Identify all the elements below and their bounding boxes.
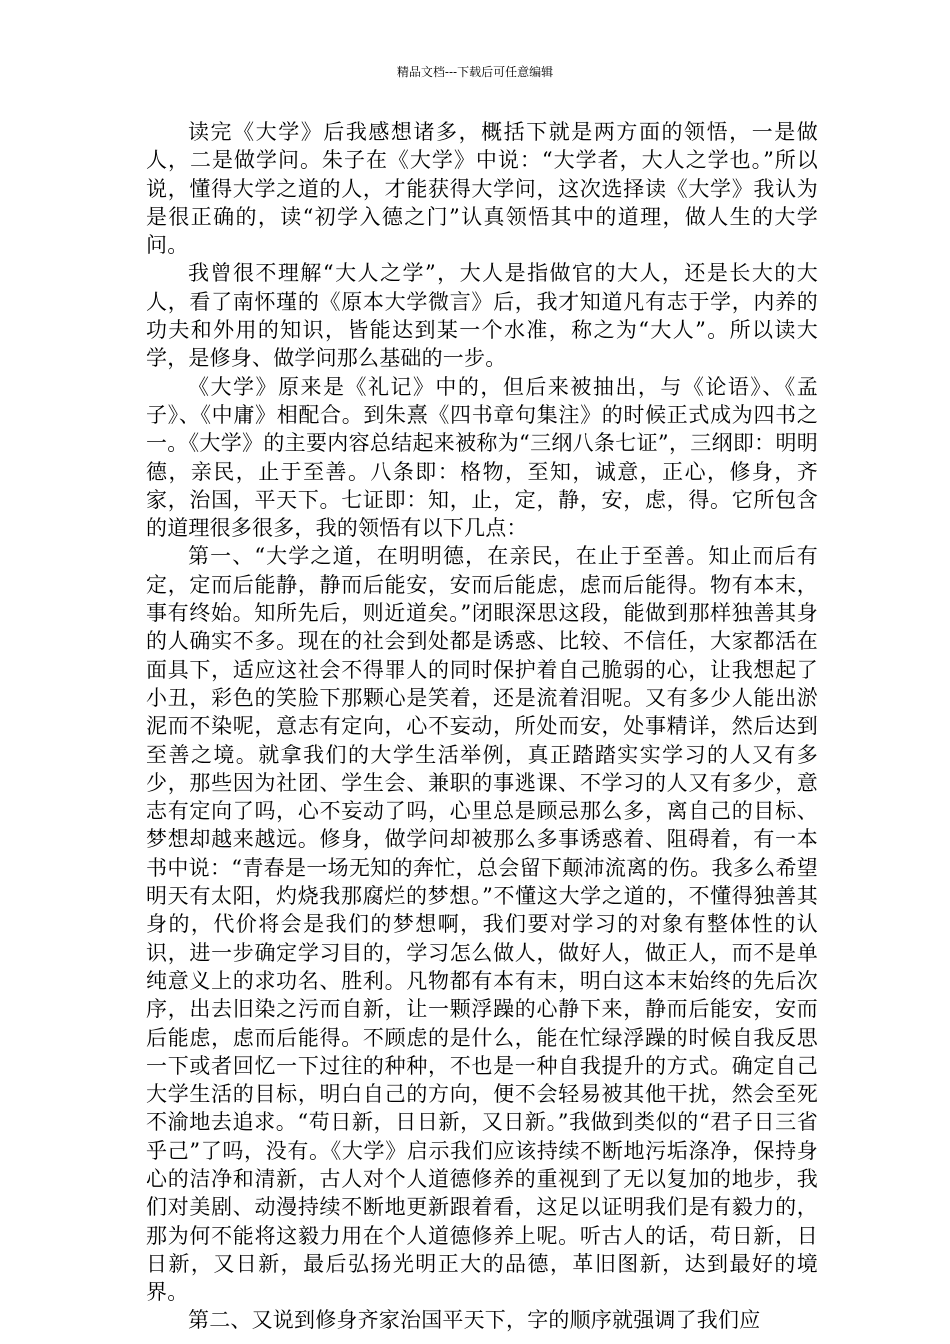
paragraph-4: 第一、“大学之道，在明明德，在亲民，在止于至善。知止而后有定，定而后能静，静而后能安，安而后能虑，虑而后能得。物有本末，事有终始。知所先后，则近道矣。”闭眼深思这段，能做到那样独善其身的人确实不多。现在的社会到处都是诱惑、比较、不信任，大家都活在面具下，适应这社会不得罪人的同时保护着自己脆弱的心，让我想起了小丑，彩色的笑脸下那颗心是笑着，还是流着泪呢。又有多少人能出淤泥而不染呢，意志有定向，心不妄动，所处而安，处事精详，然后达到至善之境。就拿我们的大学生活举例，真正踏踏实实学习的人又有多少，那些因为社团、学生会、兼职的事逃课、不学习的人又有多少，意志有定向了吗，心不妄动了吗，心里总是顾忌那么多，离自己的目标、梦想却越来越远。修身，做学问却被那么多事诱惑着、阻碍着，有一本书中说：“青春是一场无知的奔忙，总会留下颠沛流离的伤。我多么希望明天有太阳，灼烧我那腐烂的梦想。”不懂这大学之道的，不懂得独善其身的，代价将会是我们的梦想啊，我们要对学习的对象有整体性的认识，进一步确定学习目的，学习怎么做人，做好人，做正人，而不是单纯意义上的求功名、胜利。凡物都有本有末，明白这本末始终的先后次序，出去旧染之污而自新，让一颗浮躁的心静下来，静而后能安，安而后能虑，虑而后能得。不顾虑的是什么，能在忙绿浮躁的时候自我反思一下或者回忆一下过往的种种，不也是一种自我提升的方式。确定自己大学生活的目标，明白自己的方向，便不会轻易被其他干扰，然会至死不渝地去追求。“苟日新，日日新，又日新。”我做到类似的“君子日三省乎己”了吗，没有。《大学》启示我们应该持续不断地污垢涤净，保持身心的洁净和清新，古人对个人道德修养的重视到了无以复加的地步，我们对美剧、动漫持续不断地更新跟着看，这足以证明我们是有毅力的，那为何不能将这毅力用在个人道德修养上呢。听古人的话，苟日新，日日新，又日新，最后弘扬光明正大的品德，革旧图新，达到最好的境界。	[146, 544, 818, 1305]
paragraph-5: 第二、又说到修身齐家治国平天下，字的顺序就强调了我们应	[188, 1308, 761, 1333]
paragraph-2: 我曾很不理解“大人之学”，大人是指做官的大人，还是长大的大人，看了南怀瑾的《原本大学微言》后，我才知道凡有志于学，内养的功夫和外用的知识，皆能达到某一个水准，称之为“大人”。所以读大学，是修身、做学问那么基础的一步。	[146, 261, 818, 371]
page-header: 精品文档---下载后可任意编辑	[396, 65, 554, 79]
paragraph-3: 《大学》原来是《礼记》中的，但后来被抽出，与《论语》、《孟子》、《中庸》相配合。到朱熹《四书章句集注》的时候正式成为四书之一。《大学》的主要内容总结起来被称为“三纲八条七证”，三纲即：明明德，亲民，止于至善。八条即：格物，至知，诚意，正心，修身，齐家，治国，平天下。七证即：知，止，定，静，安，虑，得。它所包含的道理很多很多，我的领悟有以下几点：	[146, 374, 818, 541]
document-body	[146, 118, 818, 1335]
paragraph-1: 读完《大学》后我感想诸多，概括下就是两方面的领悟，一是做人，二是做学问。朱子在《大学》中说：“大学者，大人之学也。”所以说，懂得大学之道的人，才能获得大学问，这次选择读《大学》我认为是很正确的，读“初学入德之门”认真领悟其中的道理，做人生的大学问。	[146, 120, 818, 258]
